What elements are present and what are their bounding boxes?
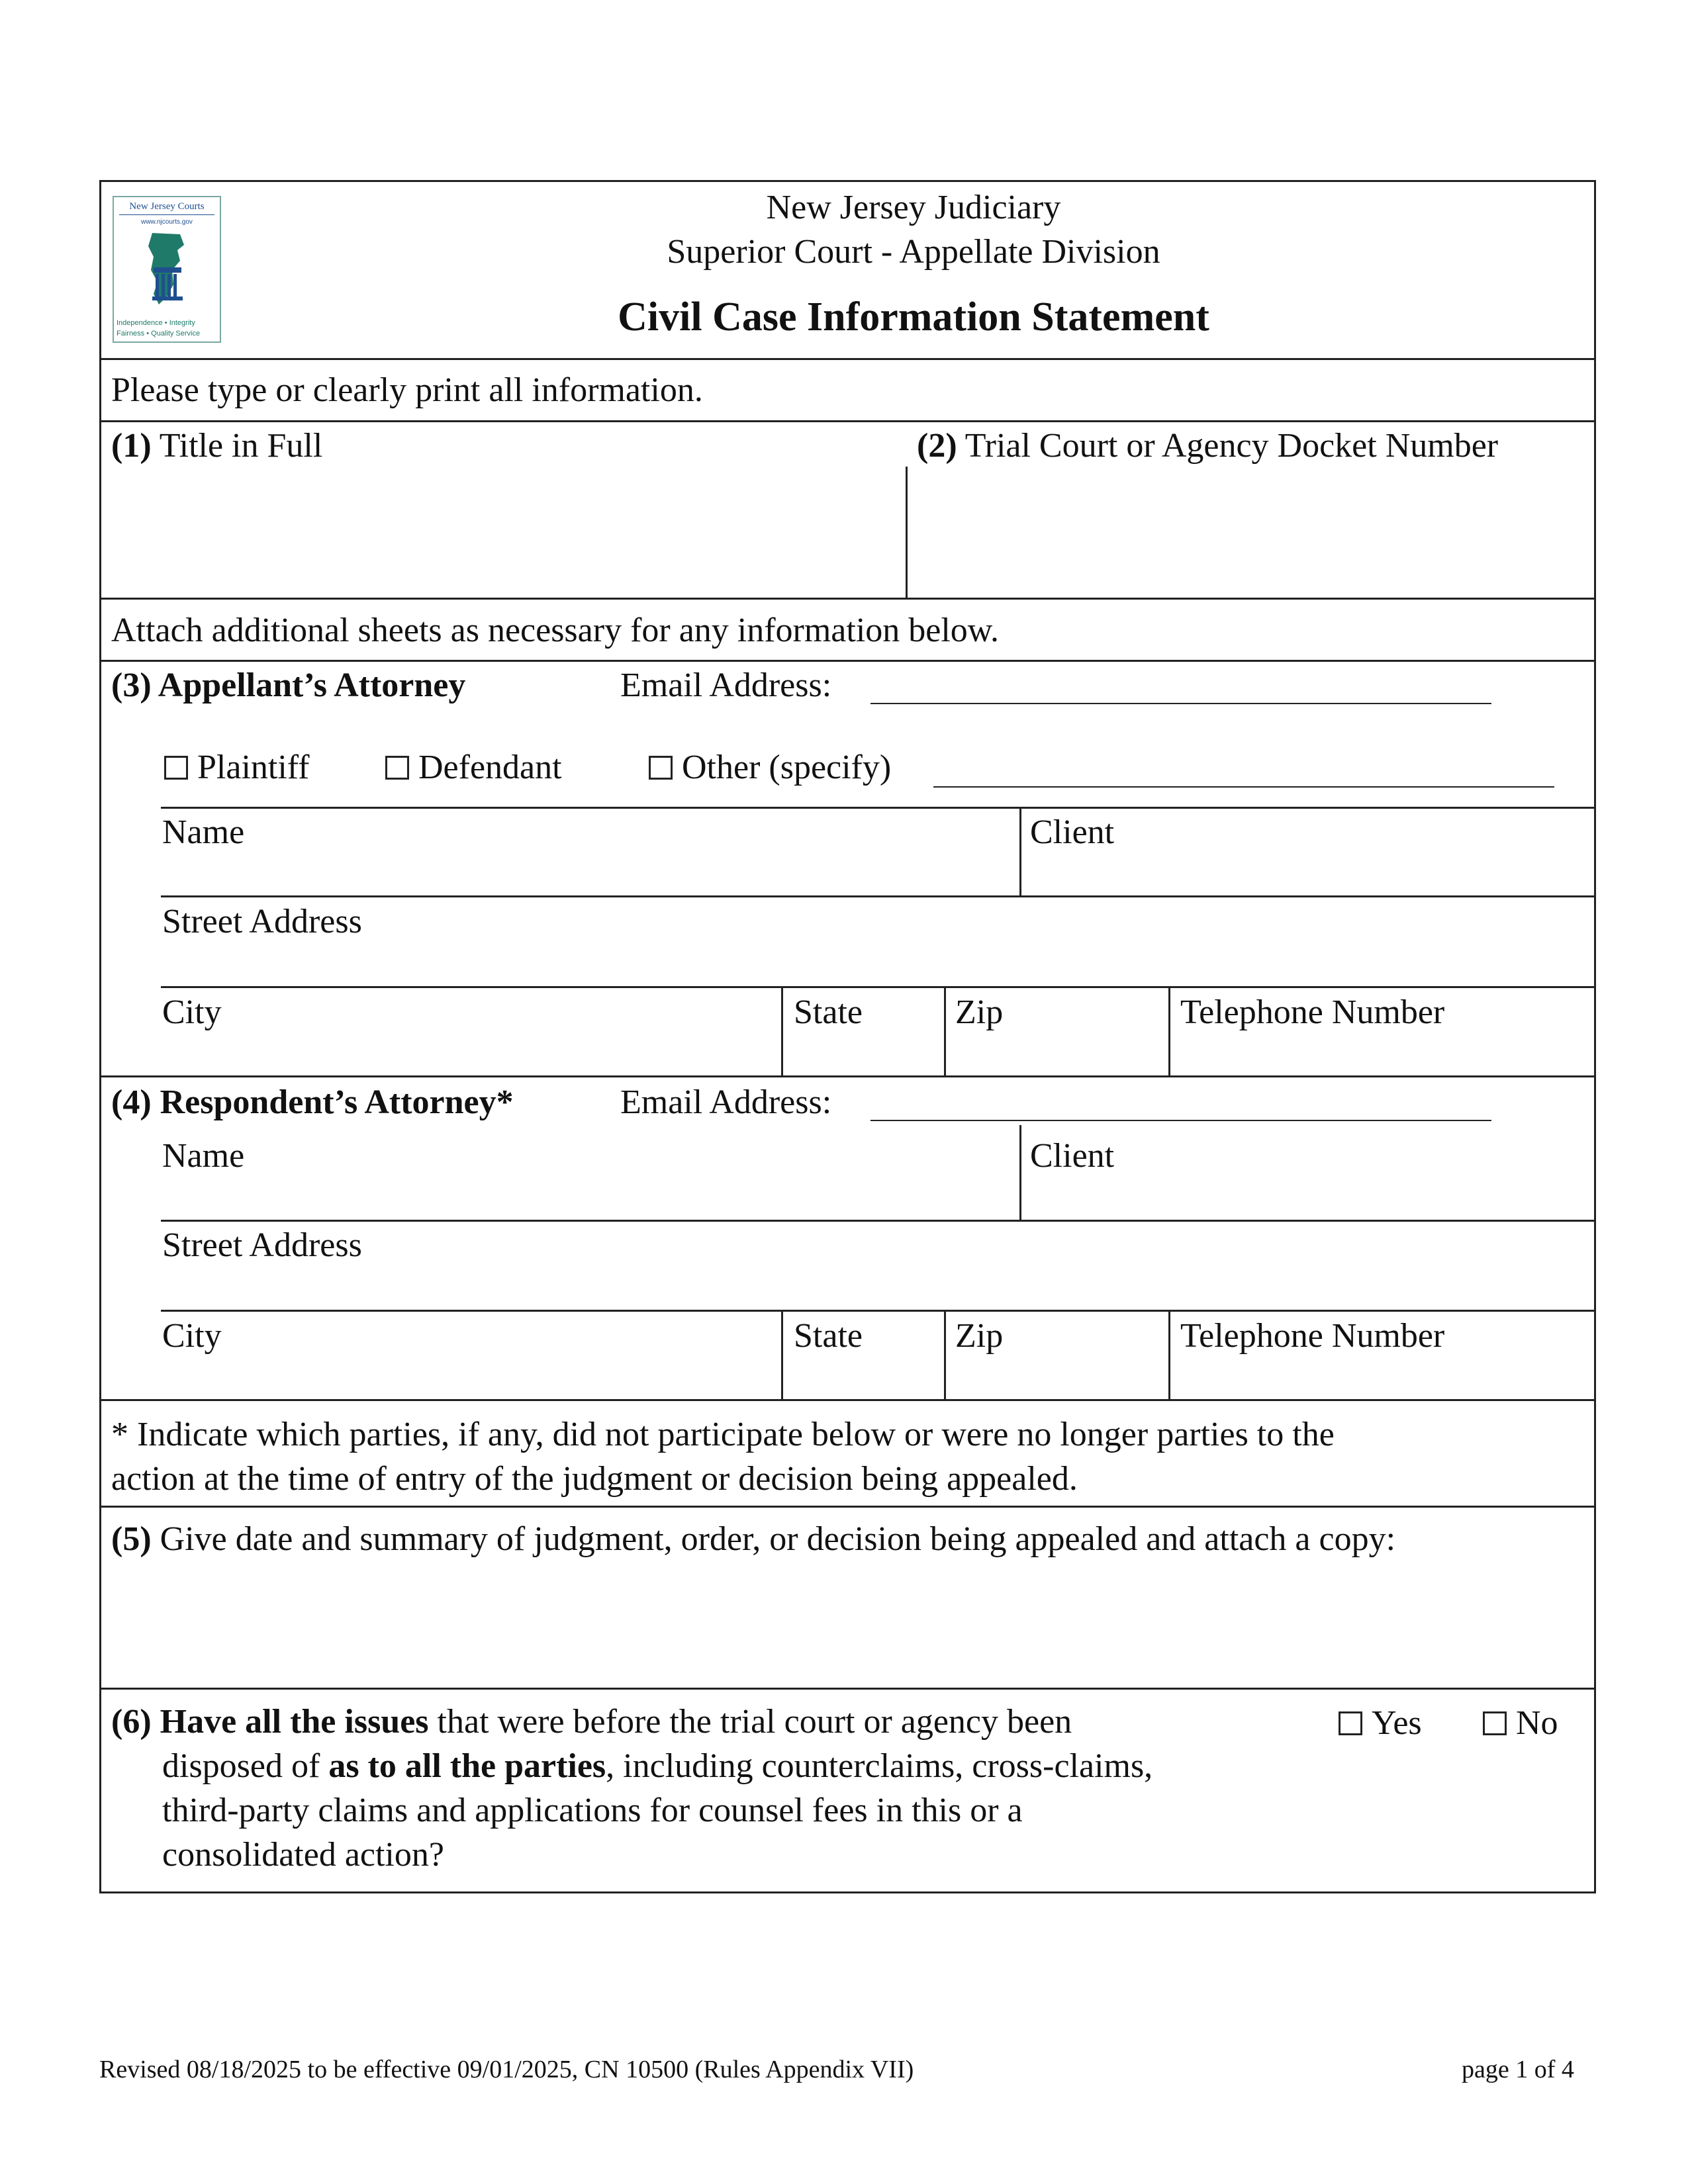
logo-motto-line2: Fairness • Quality Service xyxy=(117,330,201,338)
checkbox-icon xyxy=(649,756,673,780)
header-org: New Jersey Judiciary xyxy=(766,189,1061,226)
other-checkbox[interactable]: Other (specify) xyxy=(649,751,891,785)
nj-state-pillar-icon xyxy=(134,230,200,310)
divider xyxy=(1168,986,1170,1076)
divider xyxy=(161,1220,1596,1222)
section4-email-label: Email Address: xyxy=(620,1083,832,1121)
divider xyxy=(161,986,1596,988)
section3-heading: (3) Appellant’s Attorney xyxy=(111,666,466,704)
other-specify-input[interactable] xyxy=(933,786,1554,788)
attach-note: Attach additional sheets as necessary for any information below. xyxy=(111,612,999,649)
judgment-summary-field[interactable] xyxy=(106,1565,1589,1684)
s3-phone-label: Telephone Number xyxy=(1180,993,1445,1031)
s3-zip-label: Zip xyxy=(955,993,1004,1031)
section3-email-label: Email Address: xyxy=(620,666,832,704)
section3-email-input[interactable] xyxy=(871,703,1491,704)
no-checkbox[interactable]: No xyxy=(1483,1706,1558,1741)
section1-label: (1) Title in Full xyxy=(111,427,323,465)
s4-city-label: City xyxy=(162,1317,222,1355)
s3-street-label: Street Address xyxy=(162,903,362,940)
divider xyxy=(99,660,1596,662)
checkbox-icon xyxy=(1339,1711,1362,1735)
print-note: Please type or clearly print all information. xyxy=(111,371,703,409)
section4-heading: (4) Respondent’s Attorney* xyxy=(111,1083,514,1121)
s3-name-label: Name xyxy=(162,813,245,851)
docket-number-field[interactable] xyxy=(912,471,1591,596)
defendant-checkbox[interactable]: Defendant xyxy=(385,751,562,785)
section6-line1: (6) Have all the issues that were before the trial court or agency been xyxy=(111,1703,1072,1741)
s3-state-label: State xyxy=(794,993,863,1031)
divider xyxy=(99,358,1596,360)
s4-phone-label: Telephone Number xyxy=(1180,1317,1445,1355)
section6-line4: consolidated action? xyxy=(162,1836,444,1874)
divider xyxy=(944,1310,946,1400)
s4-name-label: Name xyxy=(162,1137,245,1175)
section2-label: (2) Trial Court or Agency Docket Number xyxy=(917,427,1499,465)
section6-line2: disposed of as to all the parties, including counterclaims, cross-claims, xyxy=(162,1747,1153,1785)
divider xyxy=(161,895,1596,897)
divider xyxy=(99,1399,1596,1401)
page-title: Civil Case Information Statement xyxy=(618,295,1209,340)
nj-courts-logo xyxy=(113,196,221,343)
divider xyxy=(99,1075,1596,1077)
checkbox-icon xyxy=(1483,1711,1507,1735)
footer-page-number: page 1 of 4 xyxy=(1462,2056,1574,2083)
logo-motto-line1: Independence • Integrity xyxy=(117,319,195,327)
checkbox-icon xyxy=(164,756,188,780)
s3-client-label: Client xyxy=(1030,813,1115,851)
footnote-line2: action at the time of entry of the judgment or decision being appealed. xyxy=(111,1460,1078,1498)
section6-line3: third-party claims and applications for counsel fees in this or a xyxy=(162,1792,1023,1829)
divider xyxy=(906,467,908,599)
logo-top-text: New Jersey Courts xyxy=(129,201,205,212)
header-court: Superior Court - Appellate Division xyxy=(667,233,1160,271)
divider xyxy=(1168,1310,1170,1400)
logo-url-text: www.njcourts.gov xyxy=(141,218,193,226)
divider xyxy=(99,420,1596,422)
divider xyxy=(161,1310,1596,1312)
s4-client-label: Client xyxy=(1030,1137,1115,1175)
yes-checkbox[interactable]: Yes xyxy=(1339,1706,1422,1741)
divider xyxy=(781,1310,783,1400)
divider xyxy=(99,1506,1596,1508)
footer-revised: Revised 08/18/2025 to be effective 09/01/2025, CN 10500 (Rules Appendix VII) xyxy=(99,2056,914,2083)
divider xyxy=(99,598,1596,600)
divider xyxy=(161,807,1596,809)
section4-email-input[interactable] xyxy=(871,1120,1491,1121)
s4-zip-label: Zip xyxy=(955,1317,1004,1355)
divider xyxy=(944,986,946,1076)
s3-city-label: City xyxy=(162,993,222,1031)
s4-state-label: State xyxy=(794,1317,863,1355)
checkbox-icon xyxy=(385,756,409,780)
s4-street-label: Street Address xyxy=(162,1226,362,1264)
section5-label: (5) Give date and summary of judgment, order, or decision being appealed and attach a copy: xyxy=(111,1520,1396,1558)
plaintiff-checkbox[interactable]: Plaintiff xyxy=(164,751,309,785)
divider xyxy=(99,1688,1596,1690)
title-in-full-field[interactable] xyxy=(106,471,900,596)
divider xyxy=(1019,1125,1021,1221)
divider xyxy=(781,986,783,1076)
footnote-line1: * Indicate which parties, if any, did not participate below or were no longer parties to the xyxy=(111,1416,1335,1453)
divider xyxy=(1019,807,1021,897)
